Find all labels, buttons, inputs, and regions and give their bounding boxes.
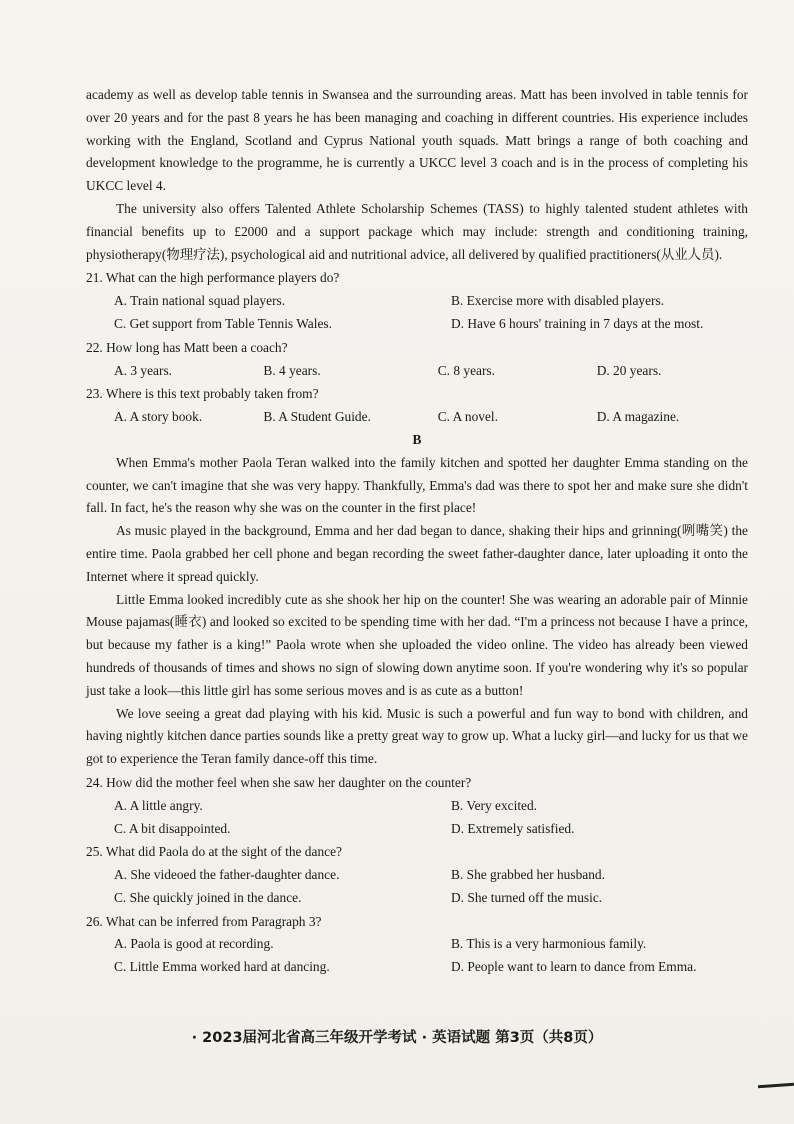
passage-b-paragraph-4: We love seeing a great dad playing with his kid. Music is such a powerful and fun way to bond with children, and having nightly kitchen dance parties sounds like a pretty great way to grow up. What a lucky girl—and lucky for us that we got to experience the Teran family dance-off this time. — [86, 705, 748, 767]
option-22-d[interactable]: D. 20 years. — [596, 362, 662, 378]
passage-a-paragraph-2: The university also offers Talented Athlete Scholarship Schemes (TASS) to highly talented student athletes with financial benefits up to £2000 and a support package which may include: strength and conditioning training, physiotherapy(物理疗法), psychological aid and nutritional advice, all delivered by qualified practitioners(从业人员). — [86, 200, 748, 262]
question-21-stem: 21. What can the high performance players do? — [86, 270, 340, 286]
option-25-c[interactable]: C. She quickly joined in the dance. — [114, 889, 302, 905]
question-25-stem: 25. What did Paola do at the sight of the dance? — [86, 844, 342, 860]
passage-b-paragraph-1: When Emma's mother Paola Teran walked into the family kitchen and spotted her daughter Emma standing on the counter, we can't imagine that she was very happy. Thankfully, Emma's dad was there to spot her and make sure she didn't fall. In fact, he's the reason why she was on the counter in the first place! — [86, 454, 748, 516]
page-footer: · 2023届河北省高三年级开学考试 · 英语试题 第3页（共8页） — [191, 1030, 603, 1046]
question-24-stem: 24. How did the mother feel when she saw her daughter on the counter? — [86, 774, 472, 790]
option-21-a[interactable]: A. Train national squad players. — [114, 293, 286, 309]
option-21-c[interactable]: C. Get support from Table Tennis Wales. — [114, 315, 332, 331]
passage-a-paragraph-1: academy as well as develop table tennis in Swansea and the surrounding areas. Matt has been involved in table tennis for over 20 years and for the past 8 years he has been managing and coaching in different countries. His experience includes working with the England, Scotland and Cyprus National youth squads. Matt brings a range of both coaching and development knowledge to the programme, he is currently a UKCC level 3 coach and is in the process of completing his UKCC level 4. — [86, 87, 748, 194]
option-26-c[interactable]: C. Little Emma worked hard at dancing. — [114, 959, 330, 975]
option-23-d[interactable]: D. A magazine. — [596, 409, 680, 425]
question-22-options — [86, 360, 748, 383]
question-25 — [86, 841, 748, 909]
passage-b-paragraph-2: As music played in the background, Emma and her dad began to dance, shaking their hips and grinning(咧嘴笑) the entire time. Paola grabbed her cell phone and began recording the sweet father-daughter dance, later uploading it onto the Internet where it spread quickly. — [86, 523, 748, 584]
option-23-b[interactable]: B. A Student Guide. — [263, 409, 371, 425]
question-26 — [86, 911, 748, 979]
option-23-c[interactable]: C. A novel. — [437, 409, 498, 425]
option-25-a[interactable]: A. She videoed the father-daughter dance. — [114, 867, 340, 883]
option-26-d[interactable]: D. People want to learn to dance from Emma. — [451, 959, 697, 975]
option-24-a[interactable]: A. A little angry. — [114, 797, 203, 813]
option-21-d[interactable]: D. Have 6 hours' training in 7 days at the most. — [451, 315, 704, 331]
option-23-a[interactable]: A. A story book. — [114, 409, 203, 425]
question-23-options — [86, 406, 748, 429]
option-25-b[interactable]: B. She grabbed her husband. — [451, 867, 605, 883]
question-24-options — [86, 795, 748, 841]
page-content — [86, 84, 748, 979]
question-24 — [86, 772, 748, 840]
option-22-c[interactable]: C. 8 years. — [437, 362, 495, 378]
passage-b-paragraph-3: Little Emma looked incredibly cute as she shook her hip on the counter! She was wearing an adorable pair of Minnie Mouse pajamas(睡衣) and looked so excited to be spending time with her dad. “I'm a princess not because I have a prince, but because my father is a king!” Paola wrote when she uploaded the video online. The video has already been viewed hundreds of thousands of times and shows no sign of slowing down anytime soon. If you're wondering why it's so popular just take a look—this little girl has some serious moves and is as cute as a button! — [86, 591, 748, 698]
question-26-stem: 26. What can be inferred from Paragraph 3? — [86, 913, 322, 929]
option-21-b[interactable]: B. Exercise more with disabled players. — [451, 293, 665, 309]
question-26-options — [86, 933, 748, 979]
option-26-a[interactable]: A. Paola is good at recording. — [114, 936, 274, 952]
option-22-b[interactable]: B. 4 years. — [263, 362, 321, 378]
option-24-c[interactable]: C. A bit disappointed. — [114, 820, 231, 836]
scan-edge-mark — [758, 1083, 794, 1089]
question-23-stem: 23. Where is this text probably taken from? — [86, 386, 319, 402]
option-24-d[interactable]: D. Extremely satisfied. — [451, 820, 575, 836]
question-22-stem: 22. How long has Matt been a coach? — [86, 339, 288, 355]
question-21 — [86, 267, 748, 335]
question-25-options — [86, 864, 748, 910]
question-22 — [86, 337, 748, 383]
option-25-d[interactable]: D. She turned off the music. — [451, 889, 603, 905]
section-b-title: B — [412, 431, 422, 447]
option-26-b[interactable]: B. This is a very harmonious family. — [451, 936, 647, 952]
question-23 — [86, 383, 748, 429]
option-24-b[interactable]: B. Very excited. — [451, 797, 538, 813]
option-22-a[interactable]: A. 3 years. — [114, 362, 173, 378]
question-21-options — [86, 290, 748, 336]
